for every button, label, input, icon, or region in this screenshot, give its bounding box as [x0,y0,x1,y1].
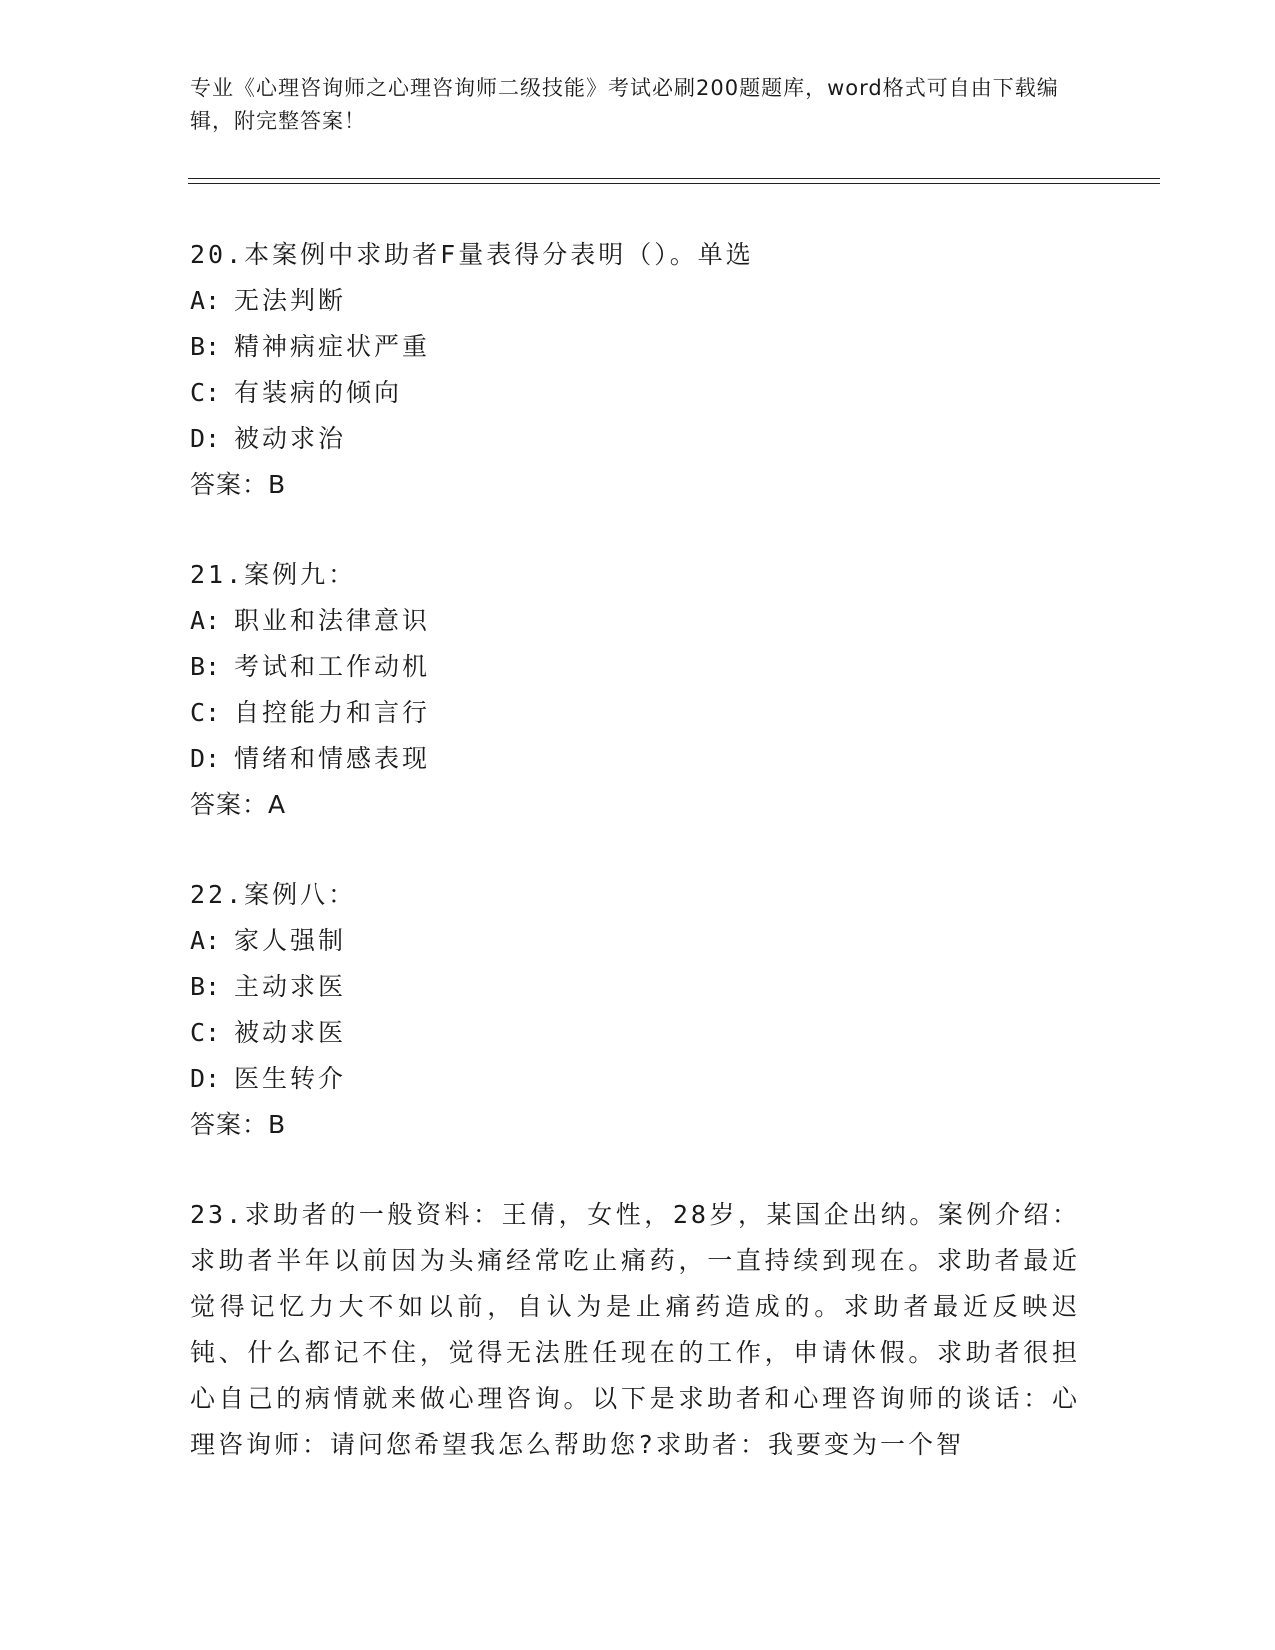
header-divider-line-secondary [188,183,1160,184]
option-letter: B: [190,332,221,361]
option-text: 被动求医 [234,1018,347,1047]
question-title: 22.案例八： [190,880,357,909]
option-text: 考试和工作动机 [234,652,431,681]
option-d [190,416,1090,462]
option-letter: A: [190,606,221,635]
option-letter: D: [190,744,221,773]
option-letter: B: [190,652,221,681]
question-20 [190,232,1090,508]
option-letter: C: [190,698,221,727]
option-letter: B: [190,972,221,1001]
question-21 [190,552,1090,828]
option-d [190,1056,1090,1102]
option-c [190,690,1090,736]
question-title: 21.案例九： [190,560,357,589]
option-text: 情绪和情感表现 [234,744,431,773]
question-title: 20.本案例中求助者F量表得分表明（）。单选 [190,240,754,269]
option-c [190,370,1090,416]
option-text: 有装病的倾向 [234,378,403,407]
option-a [190,918,1090,964]
option-a [190,278,1090,324]
option-text: 被动求治 [234,424,347,453]
option-b [190,964,1090,1010]
option-text: 精神病症状严重 [234,332,431,361]
option-d [190,736,1090,782]
option-c [190,1010,1090,1056]
option-a [190,598,1090,644]
option-letter: D: [190,424,221,453]
option-letter: C: [190,378,221,407]
option-b [190,644,1090,690]
option-text: 医生转介 [234,1064,347,1093]
option-text: 职业和法律意识 [234,606,431,635]
option-b [190,324,1090,370]
answer-line: 答案：B [190,470,287,499]
option-letter: D: [190,1064,221,1093]
question-22 [190,872,1090,1148]
option-text: 无法判断 [234,286,347,315]
option-text: 主动求医 [234,972,347,1001]
option-letter: C: [190,1018,221,1047]
header-divider-line [188,178,1160,179]
option-text: 自控能力和言行 [234,698,431,727]
option-text: 家人强制 [234,926,347,955]
answer-line: 答案：A [190,790,287,819]
document-header-intro: 专业《心理咨询师之心理咨询师二级技能》考试必刷200题题库，word格式可自由下载编辑，附完整答案！ [190,76,1059,133]
question-23-case-text: 23.求助者的一般资料：王倩，女性，28岁，某国企出纳。案例介绍：求助者半年以前因为头痛经常吃止痛药，一直持续到现在。求助者最近觉得记忆力大不如以前，自认为是止痛药造成的。求助者最近反映迟钝、什么都记不住，觉得无法胜任现在的工作，申请休假。求助者很担心自己的病情就来做心理咨询。以下是求助者和心理咨询师的谈话：心理咨询师：请问您希望我怎么帮助您?求助者：我要变为一个智 [190,1200,1080,1459]
option-letter: A: [190,286,221,315]
answer-line: 答案：B [190,1110,287,1139]
option-letter: A: [190,926,221,955]
